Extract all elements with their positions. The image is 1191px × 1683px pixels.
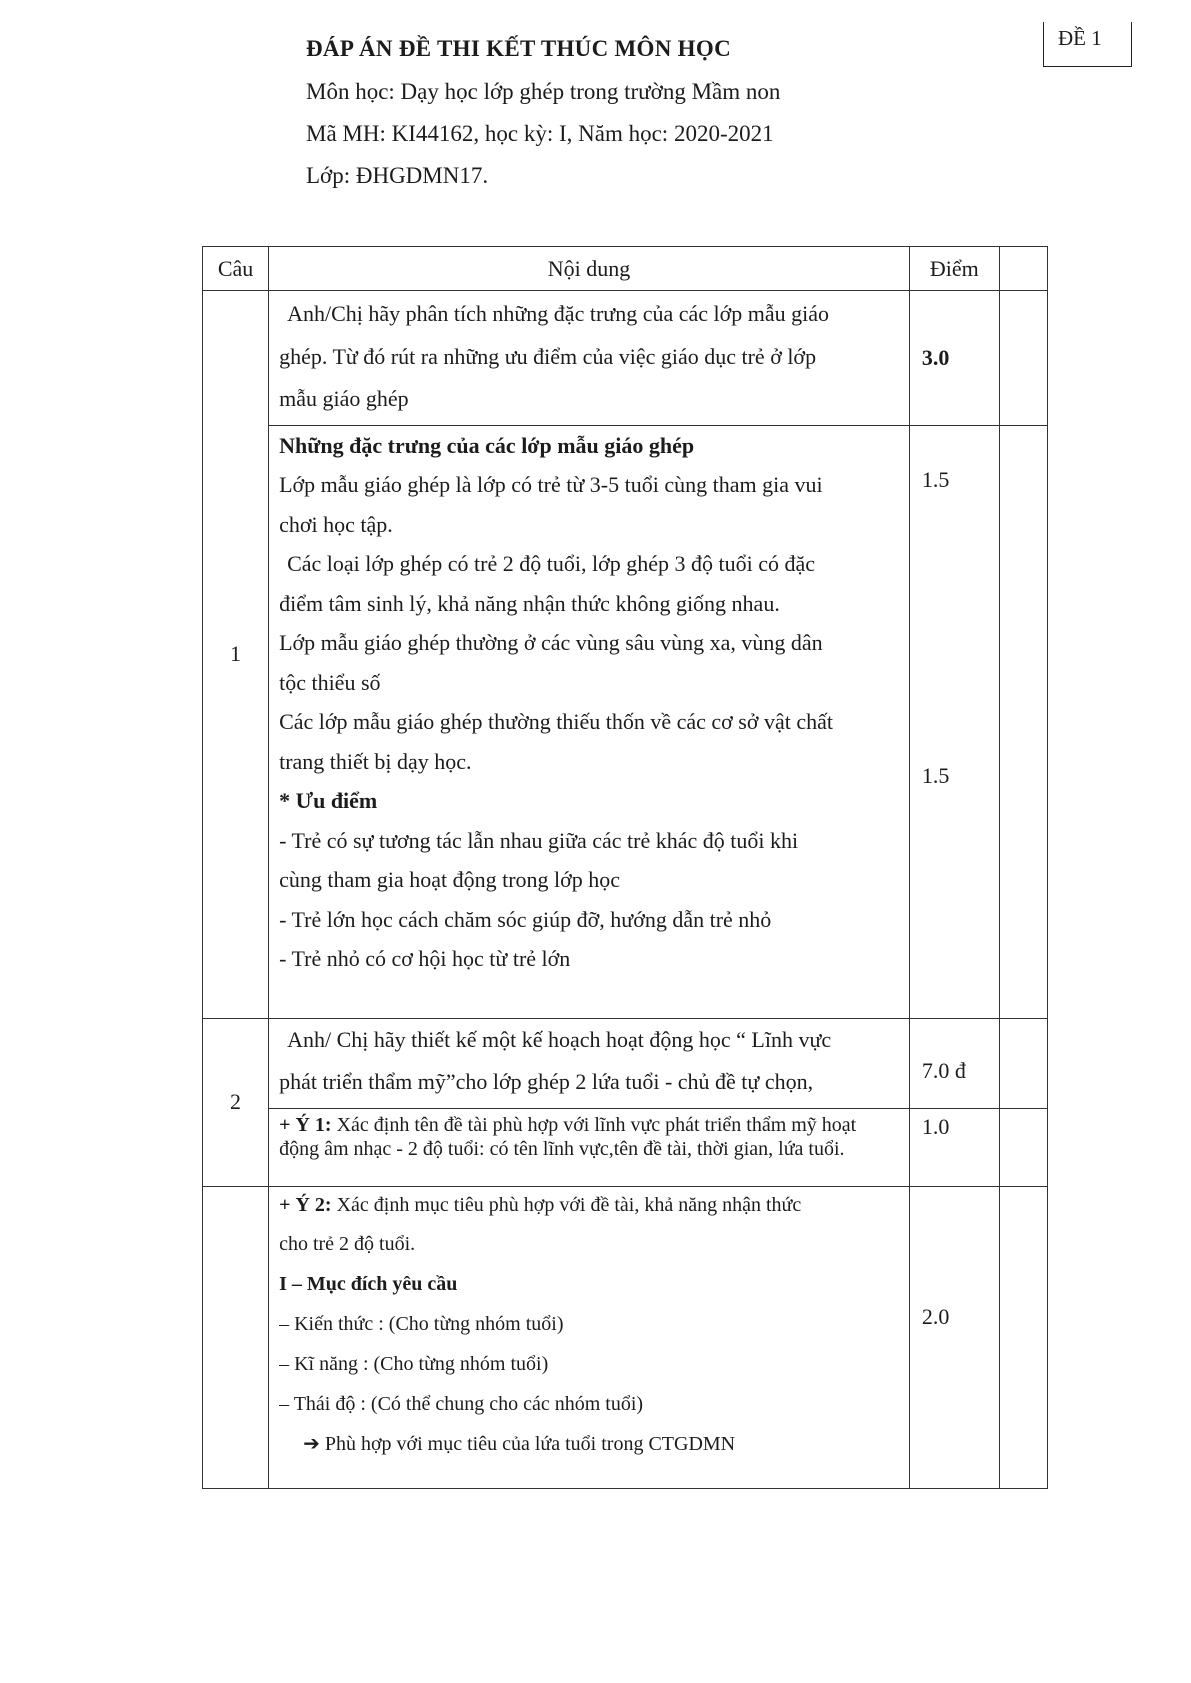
idea-1-label: + Ý 1: <box>279 1113 332 1136</box>
blank-cell <box>999 1108 1047 1186</box>
document-header <box>306 36 780 202</box>
blank-cell <box>999 1018 1047 1108</box>
answer-line: Lớp mẫu giáo ghép là lớp có trẻ từ 3-5 tuổi cùng tham gia vui <box>279 472 823 497</box>
goal-conclusion: ➔ Phù hợp với mục tiêu của lứa tuổi trong CTGDMN <box>303 1432 736 1455</box>
idea-2-label: + Ý 2: <box>279 1193 332 1216</box>
arrow-right-icon: ➔ <box>303 1432 320 1455</box>
header-content: Nội dung <box>269 247 910 291</box>
section-title: Những đặc trưng của các lớp mẫu giáo ghép <box>279 432 695 458</box>
goal-line: – Thái độ : (Có thể chung cho các nhóm tuổi) <box>279 1392 644 1415</box>
answer-line: chơi học tập. <box>279 511 393 537</box>
goal-title: I – Mục đích yêu cầu <box>279 1272 458 1295</box>
idea-2-text: + Ý 2: Xác định mục tiêu phù hợp với đề tài, khả năng nhận thức <box>279 1193 802 1216</box>
table-row <box>203 1018 1048 1108</box>
points-cell <box>909 1186 999 1488</box>
question-number: 1 <box>203 291 269 1019</box>
prompt-line: mẫu giáo ghép <box>279 386 409 411</box>
answer-line: Các lớp mẫu giáo ghép thường thiếu thốn về các cơ sở vật chất <box>279 709 833 734</box>
header-points: Điểm <box>909 247 999 291</box>
subject-line: Môn học: Dạy học lớp ghép trong trường Mầm non <box>306 79 781 104</box>
question-number: 2 <box>203 1018 269 1186</box>
table-header-row <box>203 247 1048 291</box>
answer-table <box>202 246 1048 1489</box>
answer-line: điểm tâm sinh lý, khả năng nhận thức không giống nhau. <box>279 590 780 616</box>
prompt-line: phát triển thẩm mỹ”cho lớp ghép 2 lứa tuổi - chủ đề tự chọn, <box>279 1069 814 1094</box>
points-value: 2.0 <box>921 1303 950 1329</box>
blank-cell <box>999 425 1047 1018</box>
question-prompt <box>269 1018 910 1108</box>
points-value: 7.0 đ <box>921 1057 966 1083</box>
prompt-line: ghép. Từ đó rút ra những ưu điểm của việc giáo dục trẻ ở lớp <box>279 343 817 369</box>
idea-2-text: cho trẻ 2 độ tuổi. <box>279 1232 416 1255</box>
points-cell <box>909 1108 999 1186</box>
answer-content <box>269 425 910 1018</box>
points-cell <box>909 291 999 426</box>
exam-version-tag: ĐỀ 1 <box>1043 22 1132 67</box>
answer-line: cùng tham gia hoạt động trong lớp học <box>279 867 621 892</box>
section-title: * Ưu điểm <box>279 788 378 813</box>
idea-1-text: + Ý 1: Xác định tên đề tài phù hợp với lĩnh vực phát triển thẩm mỹ hoạt động âm nhạc - 2 độ tuổi: có tên lĩnh vực,tên đề tài, thời gian, lứa tuổi. <box>279 1113 857 1160</box>
answer-line: trang thiết bị dạy học. <box>279 748 472 774</box>
points-value: 1.5 <box>921 762 950 788</box>
answer-line: tộc thiểu số <box>279 669 381 695</box>
header-question: Câu <box>203 247 269 291</box>
course-code-line: Mã MH: KI44162, học kỳ: I, Năm học: 2020-2021 <box>306 121 774 146</box>
prompt-line: Anh/Chị hãy phân tích những đặc trưng của các lớp mẫu giáo <box>287 301 830 326</box>
points-cell <box>909 425 999 1018</box>
answer-line: Lớp mẫu giáo ghép thường ở các vùng sâu vùng xa, vùng dân <box>279 630 823 655</box>
class-line: Lớp: ĐHGDMN17. <box>306 163 489 188</box>
answer-line: - Trẻ có sự tương tác lẫn nhau giữa các trẻ khác độ tuổi khi <box>279 827 799 853</box>
answer-line: - Trẻ lớn học cách chăm sóc giúp đỡ, hướng dẫn trẻ nhỏ <box>279 906 772 932</box>
table-row <box>203 1108 1048 1186</box>
table-row <box>203 425 1048 1018</box>
idea-2-content <box>269 1186 910 1488</box>
blank-cell <box>999 1186 1047 1488</box>
empty-question-cell <box>203 1186 269 1488</box>
points-cell <box>909 1018 999 1108</box>
prompt-line: Anh/ Chị hãy thiết kế một kế hoạch hoạt động học “ Lĩnh vực <box>287 1026 832 1052</box>
table-row <box>203 1186 1048 1488</box>
table-row <box>203 291 1048 426</box>
points-value: 1.5 <box>921 466 950 492</box>
idea-1-content <box>269 1108 910 1186</box>
goal-line: – Kiến thức : (Cho từng nhóm tuổi) <box>279 1312 564 1335</box>
points-value: 3.0 <box>921 344 950 370</box>
header-blank <box>999 247 1047 291</box>
blank-cell <box>999 291 1047 426</box>
goal-line: – Kĩ năng : (Cho từng nhóm tuổi) <box>279 1352 549 1375</box>
points-value: 1.0 <box>921 1113 950 1139</box>
question-prompt <box>269 291 910 426</box>
document-title: ĐÁP ÁN ĐỀ THI KẾT THÚC MÔN HỌC <box>306 36 731 61</box>
answer-line: - Trẻ nhỏ có cơ hội học từ trẻ lớn <box>279 946 571 971</box>
answer-line: Các loại lớp ghép có trẻ 2 độ tuổi, lớp ghép 3 độ tuổi có đặc <box>287 551 816 576</box>
